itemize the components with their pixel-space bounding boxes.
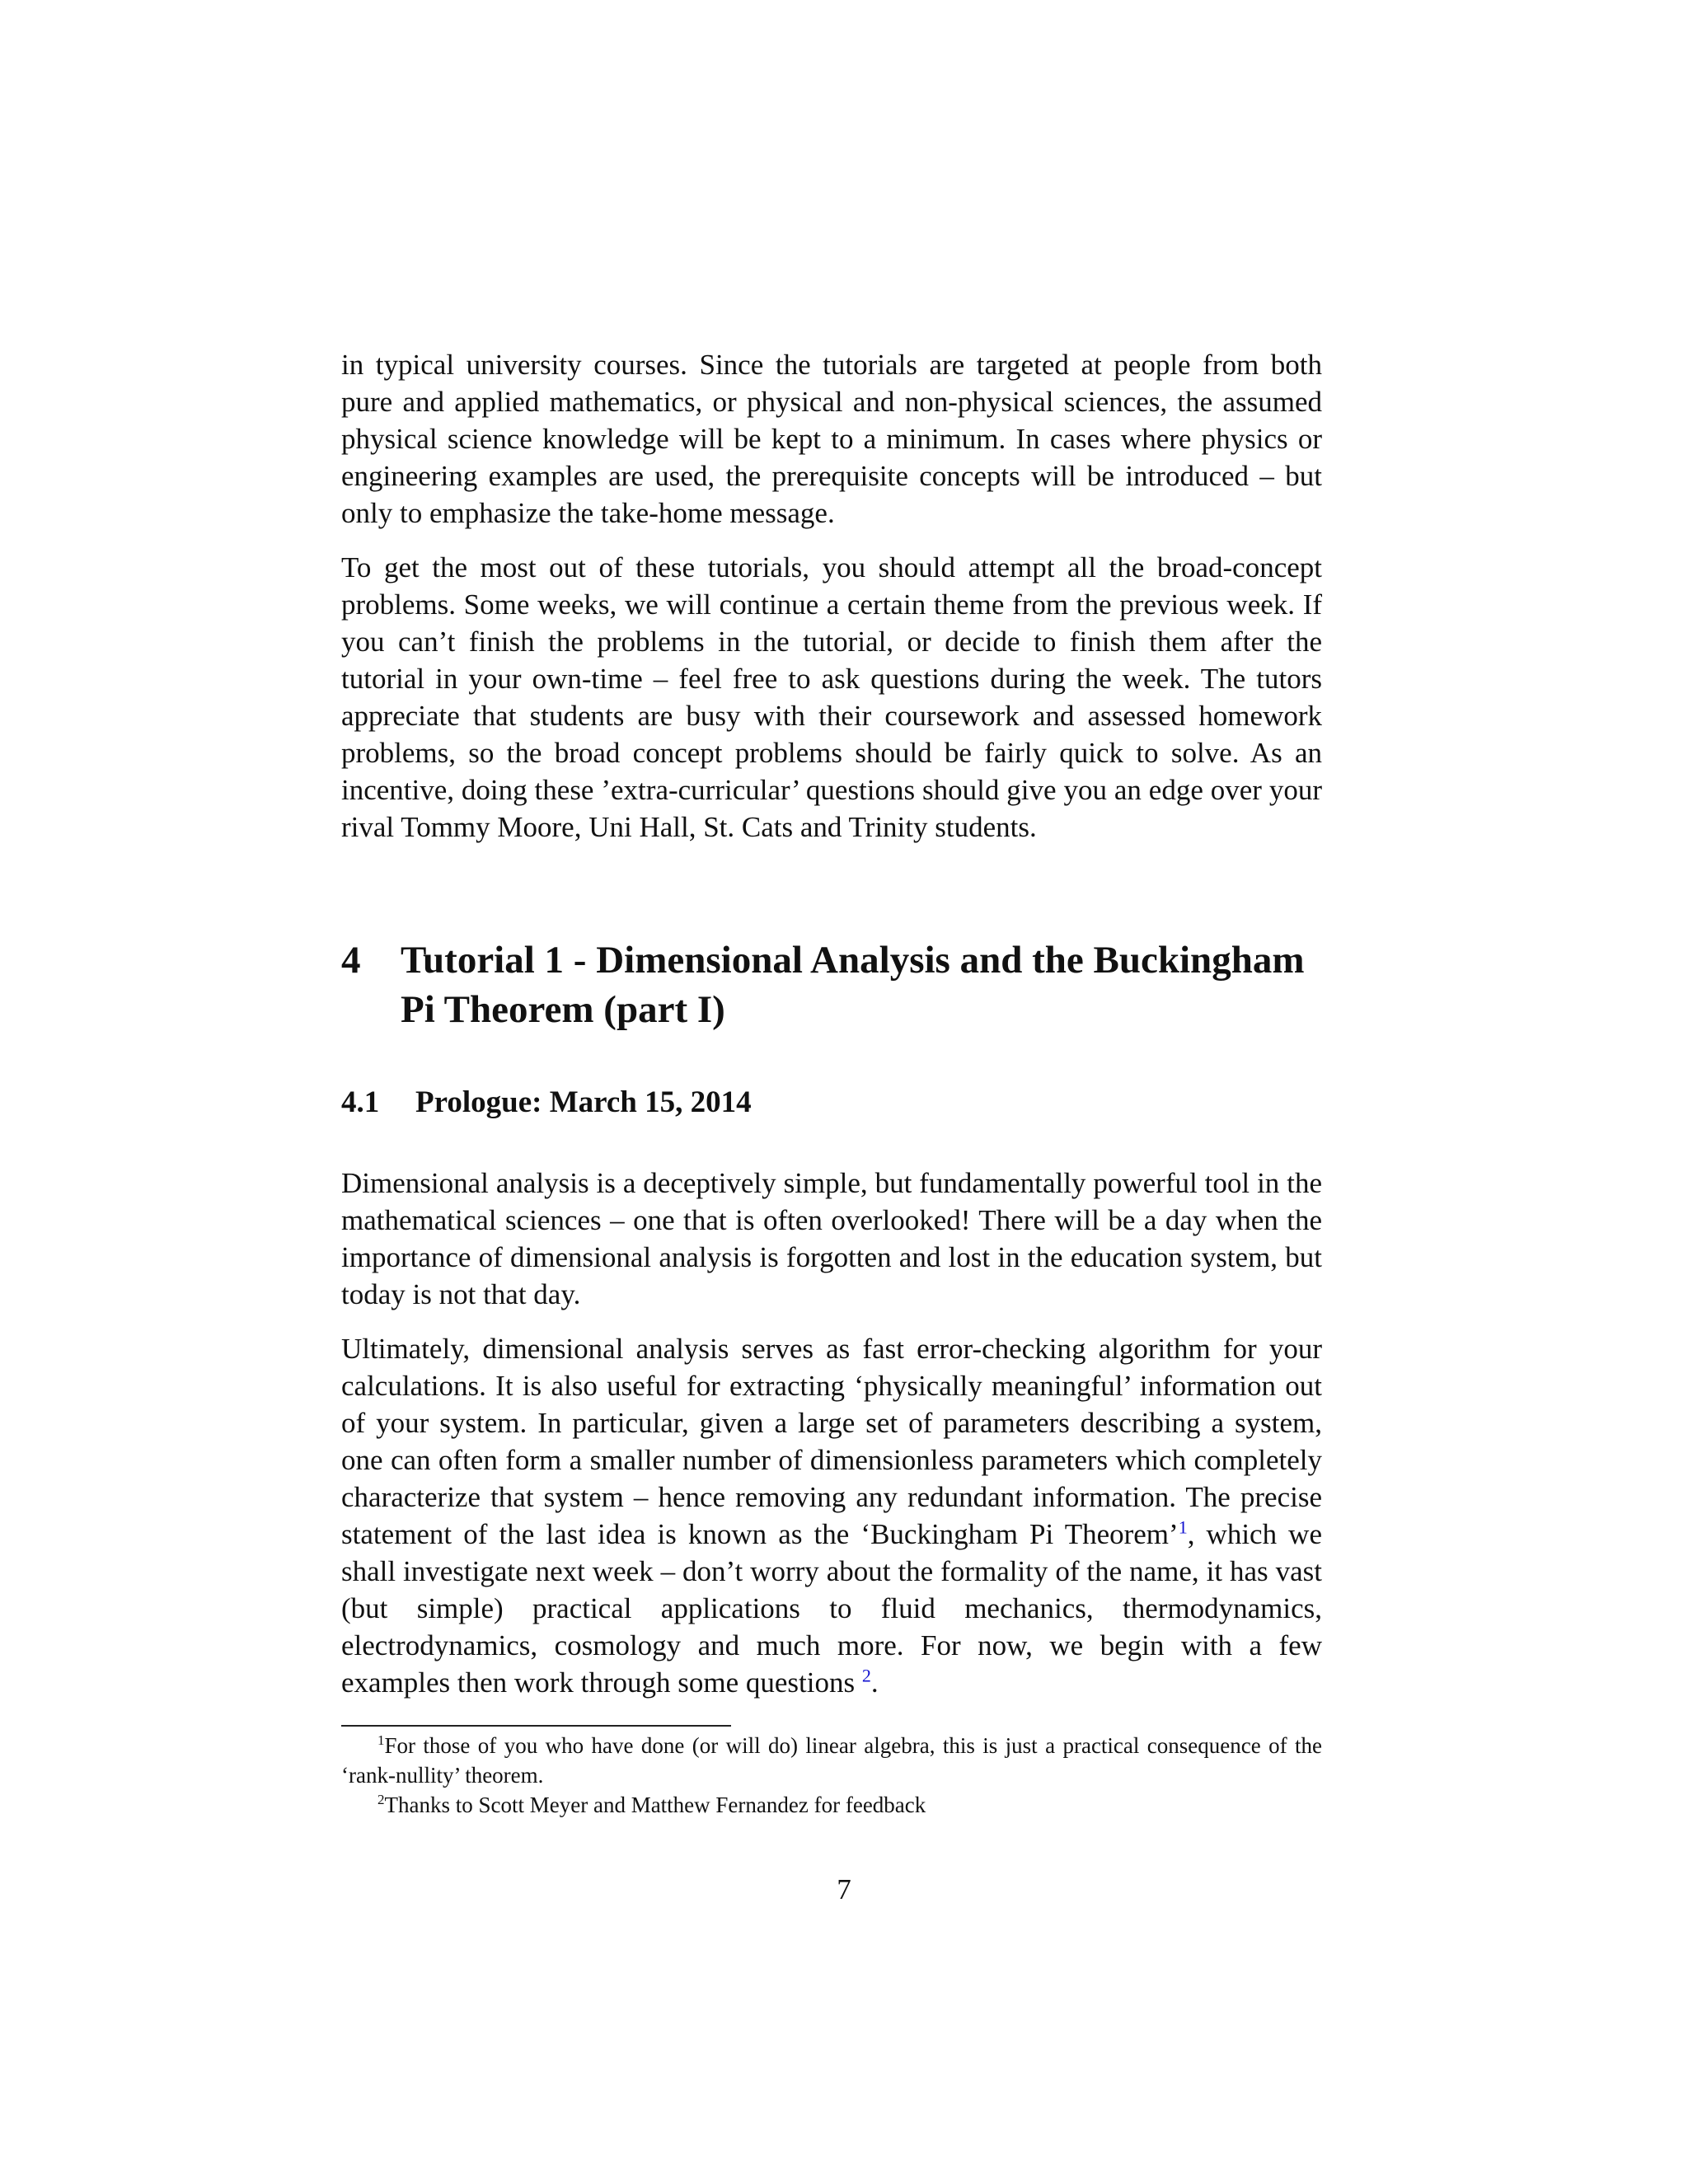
footnote-text-2: Thanks to Scott Meyer and Matthew Fernandez for feedback xyxy=(384,1793,926,1817)
section-body xyxy=(341,1165,1322,1701)
footnote-link-2[interactable]: 2 xyxy=(861,1665,871,1686)
body-paragraph-2 xyxy=(341,1330,1322,1701)
footnote-1 xyxy=(341,1731,1322,1790)
footnote-mark-2: 2 xyxy=(377,1792,385,1807)
intro-text-block xyxy=(341,346,1322,846)
footnote-mark-1: 1 xyxy=(377,1732,385,1748)
footnote-link-1[interactable]: 1 xyxy=(1178,1516,1188,1538)
footnotes xyxy=(341,1731,1322,1820)
body-paragraph-2-end: . xyxy=(870,1666,879,1699)
body-paragraph-2-text-b: , which we shall investigate next week – don’t worry about the formality of the name, it has vast (but simple) practical applications to fluid mechanics, thermodynamics, electrodynamics, cosmology and much more. For now, we begin with a few examples then work through some questions xyxy=(341,1518,1322,1699)
footnote-divider xyxy=(341,1725,731,1727)
intro-paragraph-1: in typical university courses. Since the tutorials are targeted at people from both pure and applied mathematics, or physical and non-physical sciences, the assumed physical science knowledge will be kept to a minimum. In cases where physics or engineering examples are used, the prerequisite concepts will be introduced – but only to emphasize the take-home message. xyxy=(341,349,1322,529)
subsection-number: 4.1 xyxy=(341,1085,380,1119)
intro-paragraph-2: To get the most out of these tutorials, you should attempt all the broad-concept problems. Some weeks, we will continue a certain theme from the previous week. If you can’t finish the problems in the tutorial, or decide to finish them after the tutorial in your own-time – feel free to ask questions during the week. The tutors appreciate that students are busy with their coursework and assessed homework problems, so the broad concept problems should be fairly quick to solve. As an incentive, doing these ’extra-curricular’ questions should give you an edge over your rival Tommy Moore, Uni Hall, St. Cats and Trinity students. xyxy=(341,551,1322,843)
section-title: Tutorial 1 - Dimensional Analysis and the Buckingham Pi Theorem (part I) xyxy=(401,939,1305,1031)
section-number: 4 xyxy=(341,939,361,982)
subsection-heading xyxy=(341,1084,752,1121)
footnote-text-1: For those of you who have done (or will do) linear algebra, this is just a practical consequence of the ‘rank-nullity’ theorem. xyxy=(341,1733,1322,1788)
body-paragraph-1: Dimensional analysis is a deceptively simple, but fundamentally powerful tool in the mathematical sciences – one that is often overlooked! There will be a day when the importance of dimensional analysis is forgotten and lost in the education system, but today is not that day. xyxy=(341,1167,1322,1310)
subsection-title: Prologue: March 15, 2014 xyxy=(415,1085,752,1119)
body-paragraph-2-text-a: Ultimately, dimensional analysis serves as fast error-checking algorithm for your calculations. It is also useful for extracting ‘physically meaningful’ information out of your system. In particular, given a large set of parameters describing a system, one can often form a smaller number of dimensionless parameters which completely characterize that system – hence removing any redundant information. The precise statement of the last idea is known as the ‘Buckingham Pi Theorem’ xyxy=(341,1333,1322,1550)
page-number: 7 xyxy=(837,1873,851,1905)
section-heading xyxy=(341,935,1322,1034)
footnote-2 xyxy=(341,1790,1322,1820)
